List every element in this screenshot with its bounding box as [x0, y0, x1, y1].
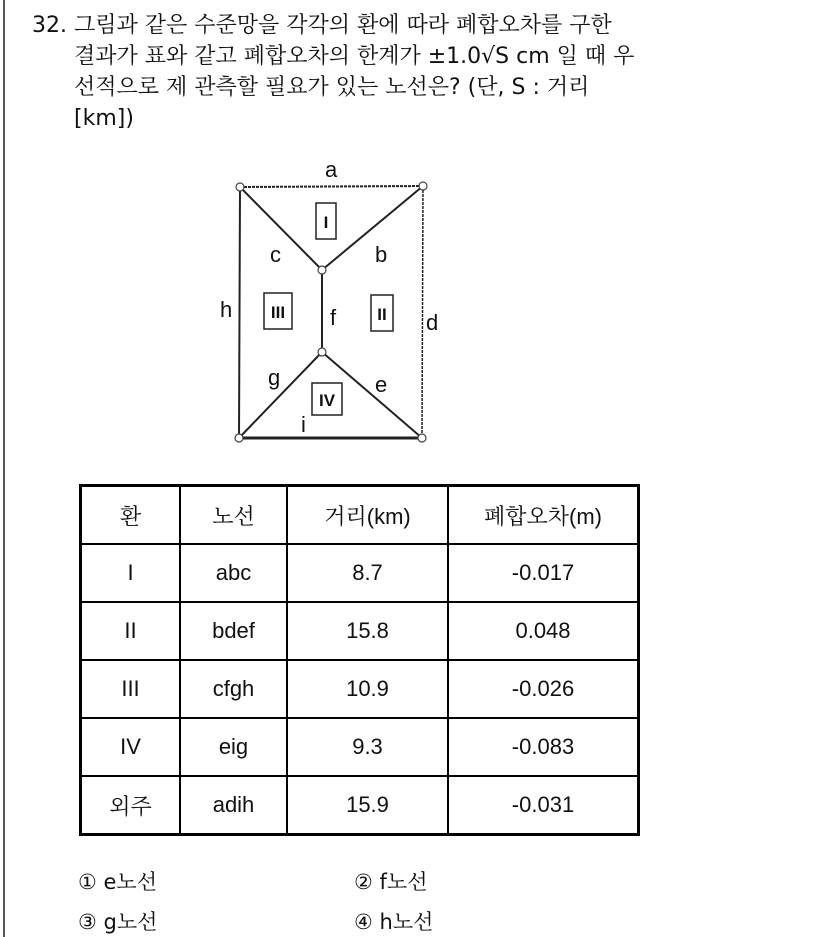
edge-g [239, 352, 322, 438]
option-1[interactable] [78, 866, 157, 896]
closure-error-table [79, 484, 640, 836]
edge-b [322, 186, 423, 270]
cell-error: -0.026 [448, 660, 639, 718]
option-mark: ③ [78, 910, 97, 934]
option-mark: ① [78, 870, 97, 894]
node [318, 266, 326, 274]
option-2[interactable] [354, 866, 427, 896]
header-route: 노선 [180, 486, 287, 545]
loop-label-II: II [377, 305, 387, 324]
question-text [74, 10, 794, 134]
option-text: f노선 [379, 870, 428, 894]
node [235, 434, 243, 442]
cell-route: cfgh [180, 660, 287, 718]
option-4[interactable] [354, 906, 433, 936]
option-text: e노선 [103, 870, 158, 894]
edge-label-i: i [301, 412, 306, 437]
loop-label-I: I [323, 213, 329, 232]
edge-label-e: e [375, 372, 388, 397]
page-left-border [3, 0, 5, 937]
header-distance: 거리(km) [287, 486, 448, 545]
edge-a [240, 186, 423, 187]
cell-route: bdef [180, 602, 287, 660]
cell-error: -0.083 [448, 718, 639, 776]
cell-loop: IV [81, 718, 181, 776]
header-loop: 환 [81, 486, 181, 545]
question-line: [km]) [74, 106, 134, 131]
cell-route: eig [180, 718, 287, 776]
node [236, 183, 244, 191]
option-text: h노선 [379, 910, 434, 934]
option-mark: ② [354, 870, 373, 894]
cell-loop: II [81, 602, 181, 660]
option-text: g노선 [103, 910, 158, 934]
option-mark: ④ [354, 910, 373, 934]
edge-label-c: c [270, 242, 281, 267]
cell-distance: 15.9 [287, 776, 448, 835]
edge-label-f: f [330, 305, 337, 330]
cell-loop: I [81, 544, 181, 602]
cell-distance: 9.3 [287, 718, 448, 776]
question-number: 32. [32, 13, 67, 38]
edge-label-h: h [220, 297, 233, 322]
option-3[interactable] [78, 906, 157, 936]
leveling-network-diagram [200, 155, 460, 455]
cell-distance: 8.7 [287, 544, 448, 602]
table-row [81, 718, 639, 776]
edge-h [239, 187, 240, 438]
question-line: 선적으로 제 관측할 필요가 있는 노선은? (단, S : 거리 [74, 75, 590, 100]
table-row [81, 602, 639, 660]
cell-error: -0.017 [448, 544, 639, 602]
node [418, 434, 426, 442]
edge-d [422, 186, 423, 438]
loop-label-III: III [270, 303, 286, 322]
cell-distance: 10.9 [287, 660, 448, 718]
edge-label-g: g [268, 365, 281, 390]
cell-error: -0.031 [448, 776, 639, 835]
table-row [81, 660, 639, 718]
cell-loop: 외주 [81, 776, 181, 835]
table-row [81, 544, 639, 602]
edge-label-a: a [325, 157, 338, 182]
cell-route: adih [180, 776, 287, 835]
question-line: 그림과 같은 수준망을 각각의 환에 따라 폐합오차를 구한 [74, 13, 612, 38]
cell-loop: III [81, 660, 181, 718]
edge-label-b: b [375, 242, 388, 267]
node [419, 182, 427, 190]
edge-c [240, 187, 322, 270]
cell-distance: 15.8 [287, 602, 448, 660]
cell-error: 0.048 [448, 602, 639, 660]
table-header-row [81, 486, 639, 545]
loop-label-IV: IV [318, 391, 336, 410]
cell-route: abc [180, 544, 287, 602]
table-row [81, 776, 639, 835]
question-line: 결과가 표와 같고 폐합오차의 한계가 ±1.0√S cm 일 때 우 [74, 44, 635, 69]
edge-label-d: d [426, 310, 439, 335]
header-closure-error: 폐합오차(m) [448, 486, 639, 545]
node [318, 348, 326, 356]
